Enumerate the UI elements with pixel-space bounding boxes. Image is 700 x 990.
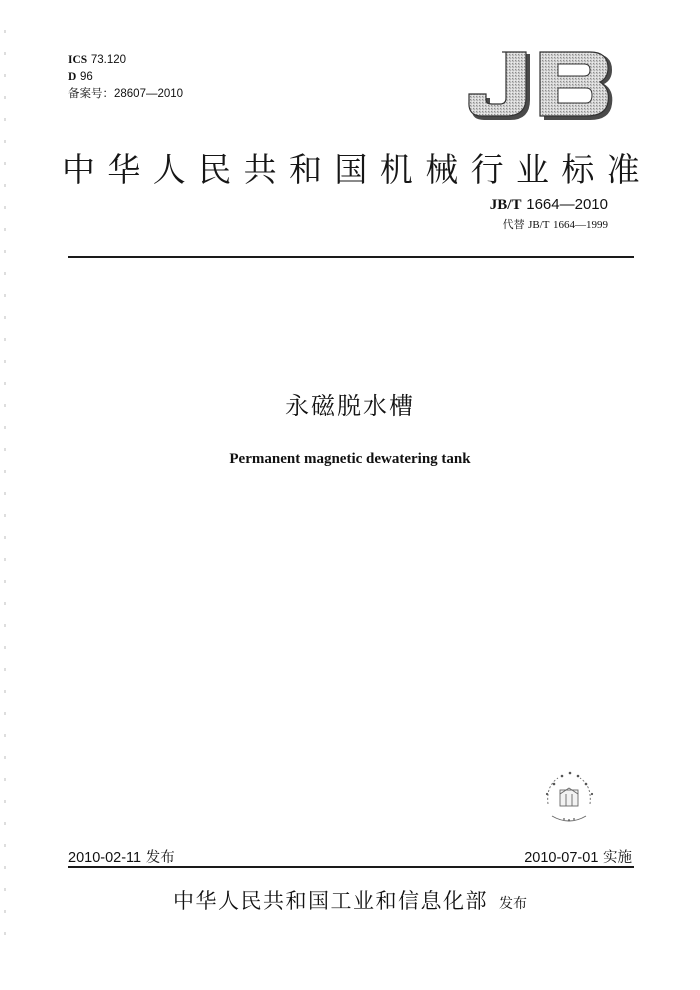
- issue-date-block: [68, 846, 175, 867]
- document-title-en: Permanent magnetic dewatering tank: [229, 451, 471, 467]
- issuing-category-title: 中华人民共和国机械行业标准: [62, 150, 653, 189]
- standard-number: [490, 195, 608, 214]
- library-seal-stamp: [536, 764, 602, 830]
- standard-number-block: [490, 195, 608, 232]
- record-value: 28607—2010: [114, 88, 184, 100]
- jb-logo: [466, 50, 614, 122]
- classification-block: [68, 51, 183, 102]
- standard-prefix: JB/T: [489, 197, 522, 213]
- ics-label: ICS: [68, 54, 88, 66]
- ics-line: [68, 51, 183, 68]
- publisher-name: 中华人民共和国工业和信息化部: [172, 889, 488, 913]
- publisher-line: [0, 885, 700, 915]
- ccs-value: 96: [79, 71, 93, 83]
- standard-code: 1664—2010: [526, 196, 608, 213]
- issue-date: 2010-02-11: [68, 850, 142, 866]
- issue-label: 发布: [145, 850, 175, 866]
- implementation-date-block: [524, 846, 632, 867]
- record-label: 备案号：: [68, 86, 114, 100]
- replaces-label: 代替: [502, 218, 525, 231]
- document-title-cn: 永磁脱水槽: [285, 392, 415, 420]
- footer-divider: [68, 866, 634, 868]
- ccs-label: D: [68, 71, 77, 83]
- scan-edge-marks: [4, 30, 6, 950]
- header-divider: [68, 256, 634, 258]
- implementation-label: 实施: [603, 850, 632, 866]
- ics-value: 73.120: [90, 54, 127, 66]
- replaces-line: [490, 216, 608, 232]
- record-line: [68, 85, 183, 102]
- implementation-date: 2010-07-01: [524, 850, 599, 866]
- ccs-line: [68, 68, 183, 85]
- publisher-action: 发布: [499, 896, 528, 912]
- replaces-prefix: JB/T: [528, 219, 550, 231]
- replaces-number: 1664—1999: [553, 219, 608, 231]
